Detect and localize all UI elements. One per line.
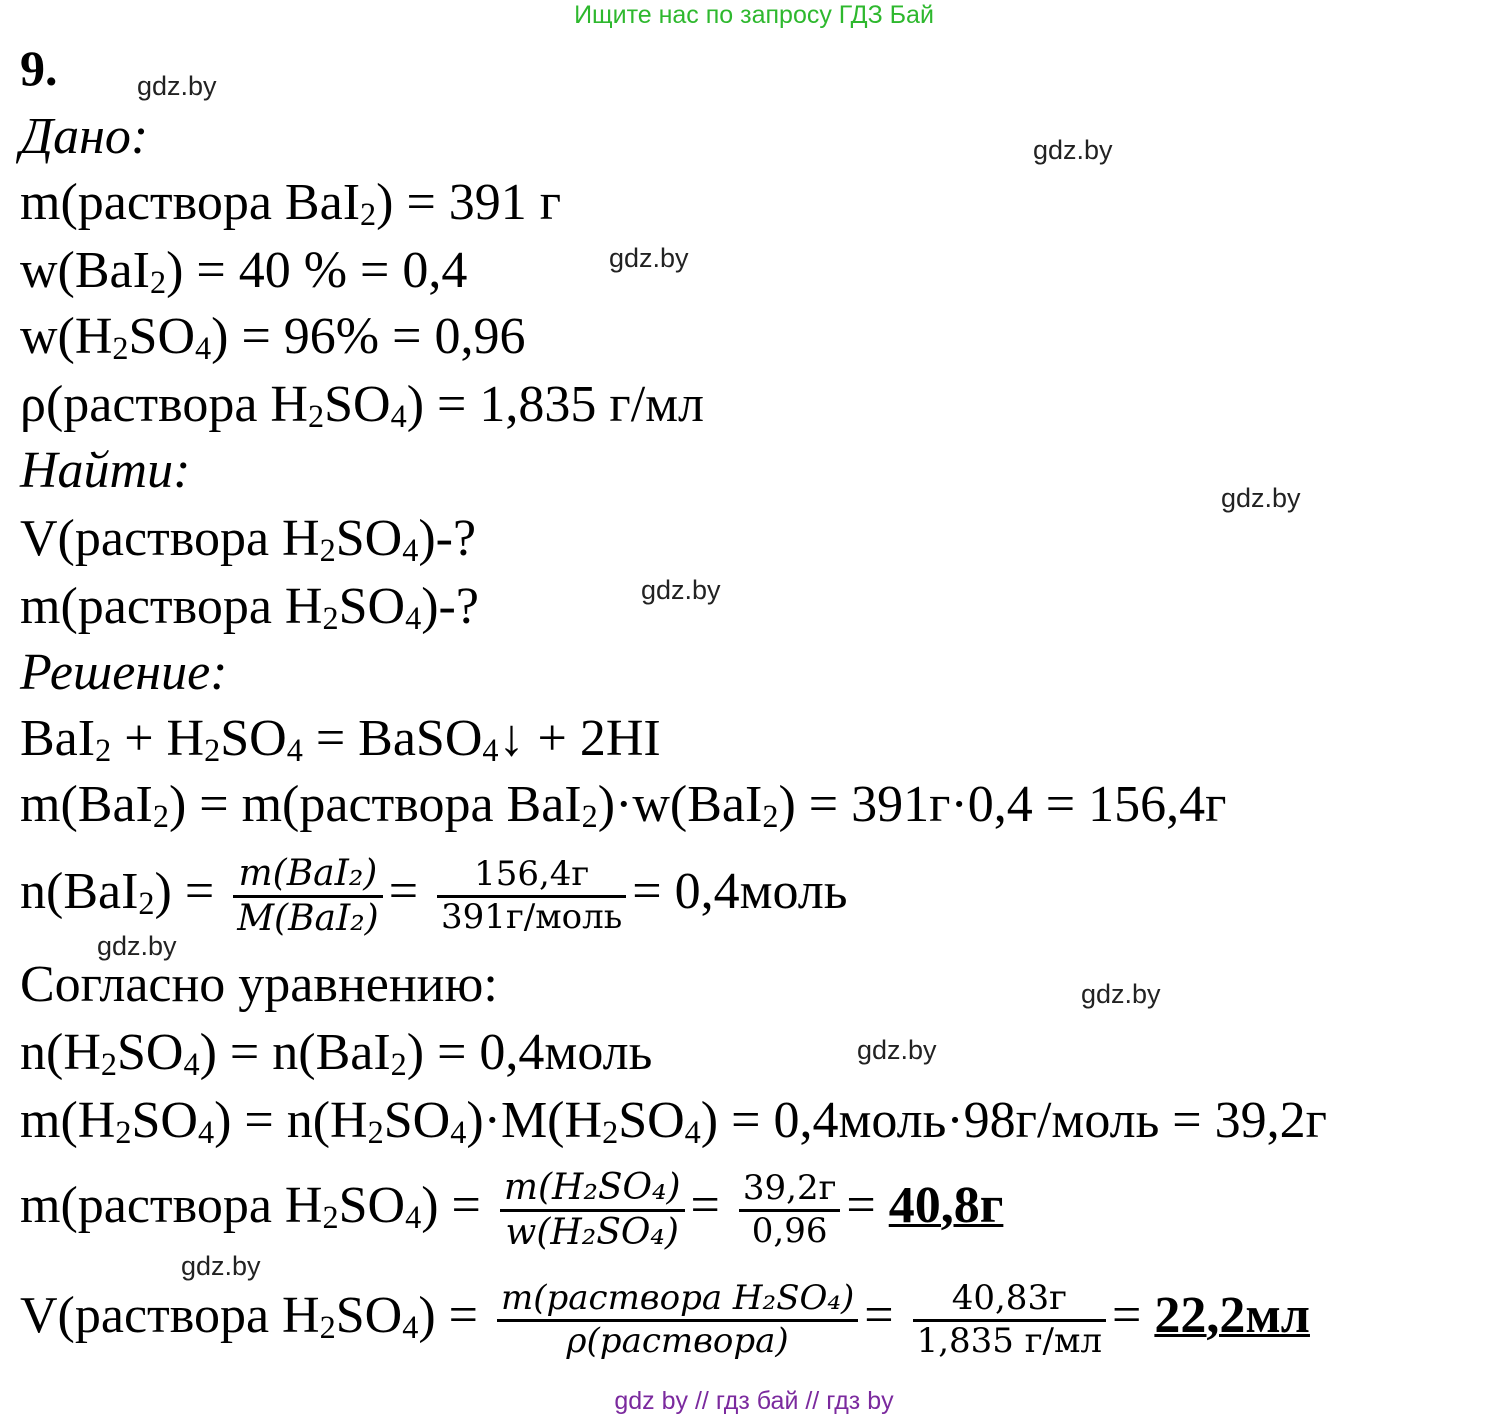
mass-solution-h2so4-calc: m(раствора $H_2SO_4$) = $\frac{\text{m(H₂SO₄)}}{\text{w(H₂SO₄)}}$ = $\frac{39,2г}{0,96}$ = 40,8г [20, 1167, 1004, 1253]
moles-bai2-calc: n(BaI$_2$) = $\frac{\text{m(BaI₂)}}{\text{M(BaI₂)}}$ = $\frac{156,4г}{\text{391г/моль}}$ = 0,4моль [20, 853, 848, 939]
top-banner: Ищите нас по запросу ГДЗ Бай [574, 1, 934, 29]
fraction-mass-over-density: $\frac{\text{m(раствора H₂SO₄)}}{\text{ρ(раствора)}}$ [497, 1279, 858, 1360]
find-volume-h2so4: V(раствора $H_2SO_4)-$? [20, 510, 477, 568]
answer-mass: 40,8г [888, 1177, 1004, 1234]
given-heading: Дано: [20, 108, 149, 165]
find-mass-h2so4: m(раствора $H_2SO_4)-$? [20, 578, 479, 636]
given-mass-fraction-h2so4: $w(H_2SO_4) = 96\% = 0,96$ [20, 308, 526, 366]
volume-solution-h2so4-calc: V(раствора $H_2SO_4$) = $\frac{\text{m(раствора H₂SO₄)}}{\text{ρ(раствора)}}$ = $\frac{40,83г}{1,835 г/мл}$ = 22,2мл [20, 1278, 1310, 1361]
watermark: gdz.by [857, 1035, 937, 1065]
fraction-values: $\frac{40,83г}{1,835 г/мл}$ [913, 1279, 1106, 1360]
watermark: gdz.by [97, 931, 177, 961]
watermark: gdz.by [609, 243, 689, 273]
reaction-equation: $BaI_2 + H_2SO_4$ = BaSO$_4$↓ + 2HI [20, 710, 661, 768]
mass-h2so4-calc: $m(H_2SO_4) = n(H_2SO_4)\cdot M(H_2SO_4)$ = 0,4моль·98г/моль = 39,2г [20, 1092, 1327, 1150]
find-heading: Найти: [20, 442, 191, 499]
answer-volume: 22,2мл [1154, 1287, 1310, 1344]
fraction-molar: $\frac{\text{m(BaI₂)}}{\text{M(BaI₂)}}$ [233, 853, 383, 939]
watermark: gdz.by [137, 71, 217, 101]
watermark: gdz.by [181, 1251, 261, 1281]
problem-number: 9. [20, 40, 58, 96]
given-mass-fraction-bai2: w(BaI$_2$) = 40 % = 0,4 [20, 242, 468, 300]
fraction-values: $\frac{39,2г}{0,96}$ [739, 1169, 841, 1250]
watermark: gdz.by [1081, 979, 1161, 1009]
given-mass-solution-bai2: m(раствора BaI$_2$) = 391 г [20, 174, 562, 232]
fraction-values: $\frac{156,4г}{\text{391г/моль}}$ [437, 855, 626, 936]
according-heading: Согласно уравнению: [20, 956, 498, 1013]
watermark: gdz.by [641, 575, 721, 605]
moles-h2so4-calc: $n(H_2SO_4) = n(BaI_2)$ = 0,4моль [20, 1024, 653, 1082]
watermark: gdz.by [1221, 483, 1301, 513]
solution-heading: Решение: [20, 644, 228, 701]
fraction-mass-over-fraction: $\frac{\text{m(H₂SO₄)}}{\text{w(H₂SO₄)}}$ [500, 1167, 685, 1253]
watermark: gdz.by [1033, 135, 1113, 165]
footer-watermark: gdz by // гдз бай // гдз by [614, 1387, 894, 1415]
mass-bai2-calc: m(BaI$_2$) = m(раствора BaI$_2$)·w(BaI$_2$) = 391г·0,4 = 156,4г [20, 776, 1227, 834]
given-density-h2so4: ρ(раствора $H_2SO_4) = 1,835$ г/мл [20, 376, 704, 434]
